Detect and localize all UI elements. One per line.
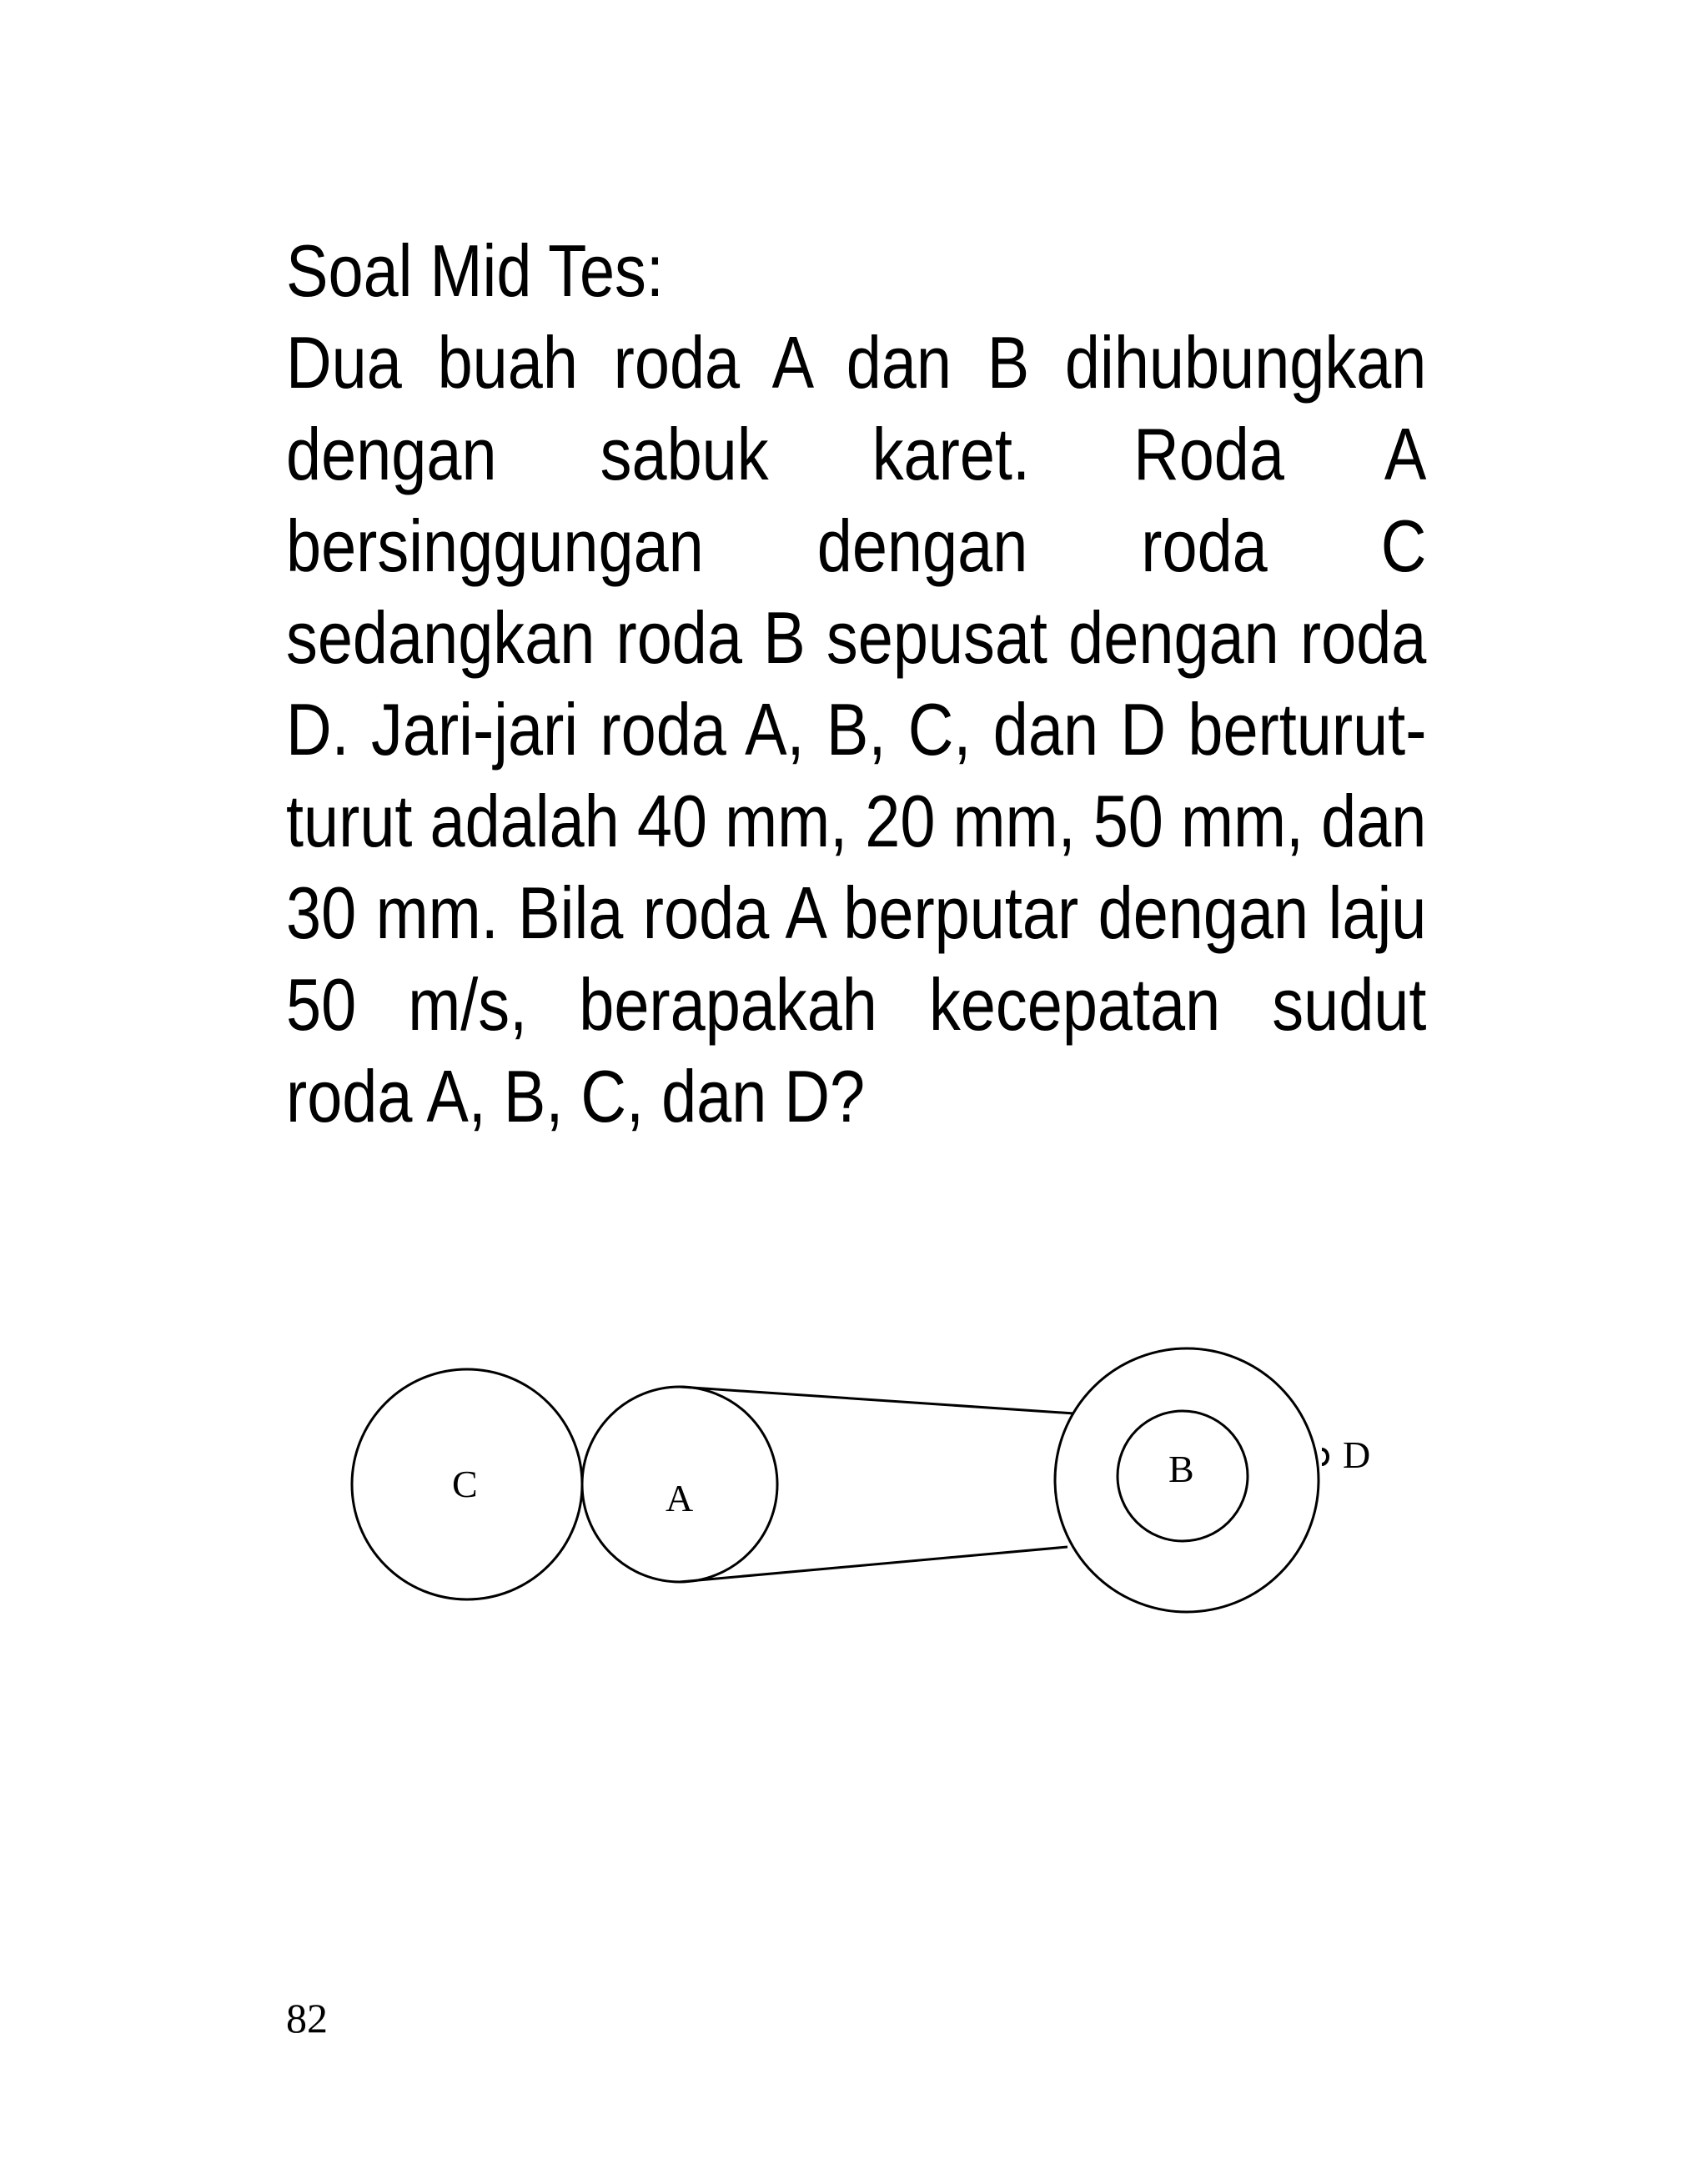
problem-text: Dua buah roda A dan B dihubungkan dengan sabuk karet. Roda A bersinggungan dengan roda C sedangkan roda B sepusat dengan roda D. Jari-jari roda A, B, C, dan D berturut-turut adalah 40 mm, 20 mm, 50 mm, dan 30 mm. Bila roda A berputar dengan laju 50 m/s, berapakah kecepatan sudut roda A, B, C, dan D? xyxy=(286,321,1427,1137)
wheel-diagram-svg xyxy=(334,1326,1418,1643)
belt-bottom xyxy=(680,1547,1068,1582)
label-d: D xyxy=(1343,1433,1371,1476)
page-heading: Soal Mid Tes: xyxy=(286,229,664,312)
wheel-diagram xyxy=(334,1326,1418,1643)
label-a: A xyxy=(666,1477,694,1519)
page-number: 82 xyxy=(286,1995,328,2041)
label-c: C xyxy=(452,1463,478,1505)
label-b: B xyxy=(1168,1448,1194,1490)
d-marker xyxy=(1322,1449,1328,1464)
belt-top xyxy=(680,1387,1074,1413)
